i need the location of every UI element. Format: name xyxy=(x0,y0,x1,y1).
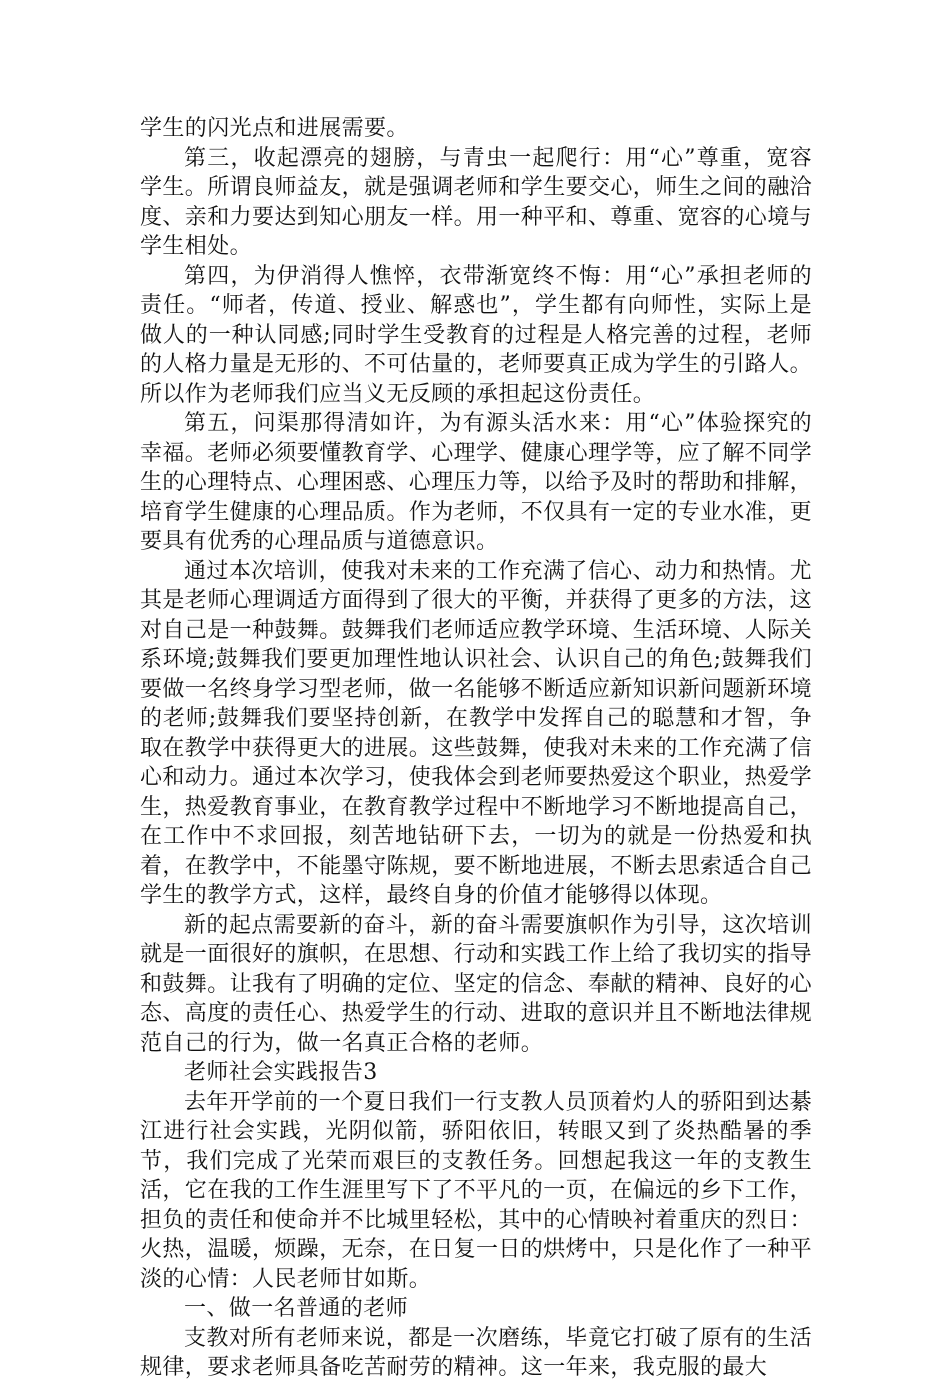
paragraph-fifth-point: 第五，问渠那得清如许，为有源头活水来：用“心”体验探究的幸福。老师必须要懂教育学、心理学、健康心理学等，应了解不同学生的心理特点、心理困惑、心理压力等，以给予及时的帮助和排解，培育学生健康的心理品质。作为老师，不仅具有一定的专业水准，更要具有优秀的心理品质与道德意识。 xyxy=(140,411,813,554)
paragraph-continuation: 学生的闪光点和进展需要。 xyxy=(140,116,409,141)
paragraph-fourth-point: 第四，为伊消得人憔悴，衣带渐宽终不悔：用“心”承担老师的责任。“师者，传道、授业、解惑也”，学生都有向师性，实际上是做人的一种认同感;同时学生受教育的过程是人格完善的过程，老师的人格力量是无形的、不可估量的，老师要真正成为学生的引路人。所以作为老师我们应当义无反顾的承担起这份责任。 xyxy=(140,263,813,407)
section-heading-ordinary-teacher: 一、做一名普通的老师 xyxy=(184,1296,409,1321)
paragraph-support-teaching: 去年开学前的一个夏日我们一行支教人员顶着灼人的骄阳到达綦江进行社会实践，光阴似箭，骄阳依旧，转眼又到了炎热酷暑的季节，我们完成了光荣而艰巨的支教任务。回想起我这一年的支教生活，它在我的工作生涯里写下了不平凡的一页，在偏远的乡下工作，担负的责任和使命并不比城里轻松，其中的心情映衬着重庆的烈日：火热，温暖，烦躁，无奈，在日复一日的烘烤中，只是化作了一种平淡的心情：人民老师甘如斯。 xyxy=(140,1089,813,1292)
paragraph-third-point: 第三，收起漂亮的翅膀，与青虫一起爬行：用“心”尊重，宽容学生。所谓良师益友，就是强调老师和学生要交心，师生之间的融洽度、亲和力要达到知心朋友一样。用一种平和、尊重、宽容的心境与学生相处。 xyxy=(140,145,813,259)
paragraph-new-start: 新的起点需要新的奋斗，新的奋斗需要旗帜作为引导，这次培训就是一面很好的旗帜，在思想、行动和实践工作上给了我切实的指导和鼓舞。让我有了明确的定位、坚定的信念、奉献的精神、良好的心态、高度的责任心、热爱学生的行动、进取的意识并且不断地法律规范自己的行为，做一名真正合格的老师。 xyxy=(140,912,813,1056)
section-title: 老师社会实践报告3 xyxy=(184,1060,378,1085)
document-body xyxy=(140,114,812,1383)
paragraph-training-reflection: 通过本次培训，使我对未来的工作充满了信心、动力和热情。尤其是老师心理调适方面得到了很大的平衡，并获得了更多的方法，这对自己是一种鼓舞。鼓舞我们老师适应教学环境、生活环境、人际关系环境;鼓舞我们要更加理性地认识社会、认识自己的角色;鼓舞我们要做一名终身学习型老师，做一名能够不断适应新知识新问题新环境的老师;鼓舞我们要坚持创新，在教学中发挥自己的聪慧和才智，争取在教学中获得更大的进展。这些鼓舞，使我对未来的工作充满了信心和动力。通过本次学习，使我体会到老师要热爱这个职业，热爱学生，热爱教育事业，在教育教学过程中不断地学习不断地提高自己，在工作中不求回报，刻苦地钻研下去，一切为的就是一份热爱和执着，在教学中，不能墨守陈规，要不断地进展，不断去思索适合自己学生的教学方式，这样，最终自身的价值才能够得以体现。 xyxy=(140,558,813,908)
paragraph-tempering: 支教对所有老师来说，都是一次磨练，毕竟它打破了原有的生活规律，要求老师具备吃苦耐劳的精神。这一年来，我克服的最大 xyxy=(140,1325,812,1380)
